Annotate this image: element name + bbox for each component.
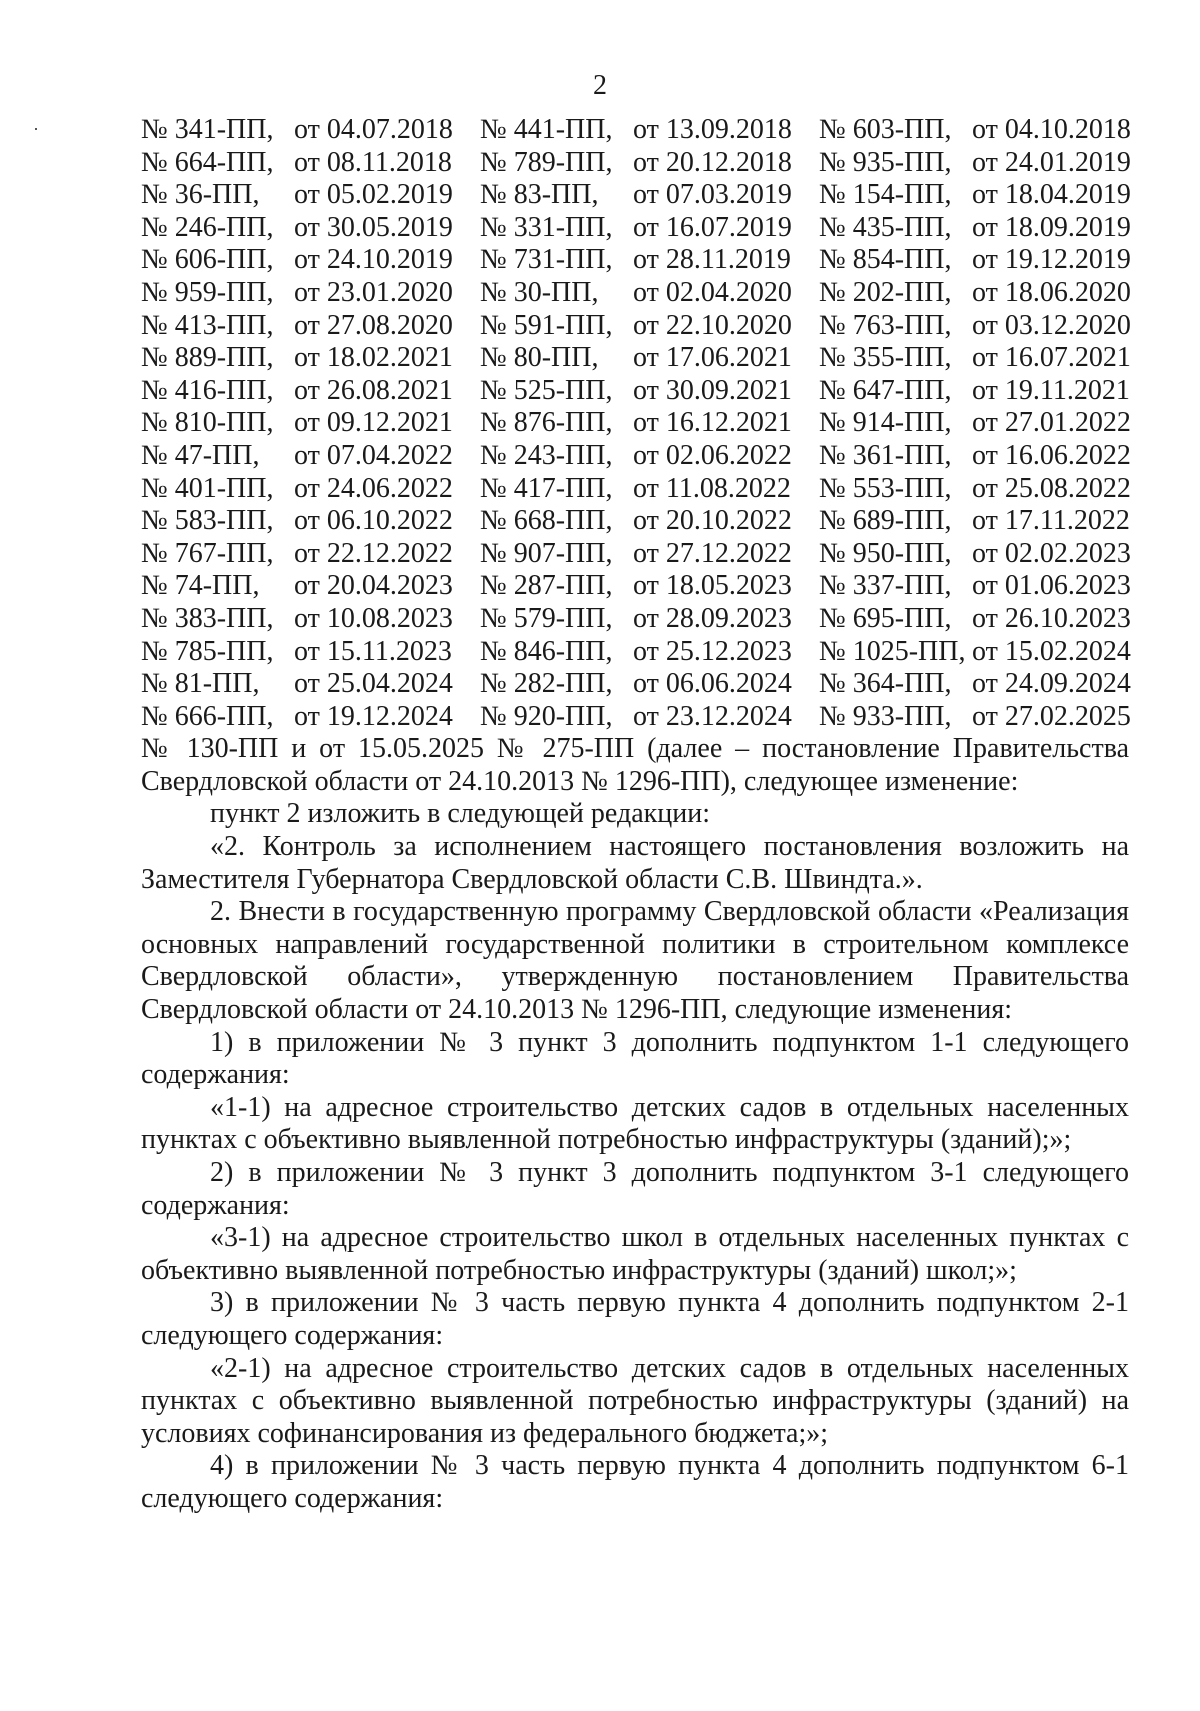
resolution-number: № 810-ПП, [141,407,274,439]
resolution-date: от 03.12.2020 [972,309,1131,341]
resolution-date: от 16.12.2021 [633,407,792,439]
resolution-date: от 19.12.2019 [972,244,1131,276]
resolution-number: № 81-ПП, [141,668,260,700]
resolution-number: № 603-ПП, [819,114,952,145]
resolution-number: № 47-ПП, [141,439,260,471]
resolution-number: № 416-ПП, [141,374,274,406]
resolution-row [141,701,1129,734]
resolution-number: № 606-ПП, [141,244,274,276]
resolution-number: № 767-ПП, [141,537,274,569]
resolution-row [141,668,1129,701]
resolution-date: от 28.11.2019 [633,244,791,276]
resolution-number: № 1025-ПП, [819,635,966,667]
resolution-row [141,342,1129,375]
resolution-date: от 26.08.2021 [294,374,453,406]
resolution-date: от 30.05.2019 [294,211,453,243]
resolution-date: от 07.03.2019 [633,179,792,211]
paragraph: пункт 2 изложить в следующей редакции: [210,798,710,830]
resolution-number: № 243-ПП, [480,439,613,471]
resolution-date: от 24.09.2024 [972,668,1131,700]
resolution-date: от 15.02.2024 [972,635,1131,667]
resolution-date: от 02.02.2023 [972,537,1131,569]
resolution-date: от 19.11.2021 [972,374,1130,406]
resolution-number: № 647-ПП, [819,374,952,406]
resolution-date: от 18.05.2023 [633,570,792,602]
resolution-number: № 337-ПП, [819,570,952,602]
resolution-number: № 355-ПП, [819,342,952,374]
resolution-number: № 282-ПП, [480,668,613,700]
resolution-number: № 854-ПП, [819,244,952,276]
resolution-number: № 933-ПП, [819,700,952,732]
resolution-number: № 664-ПП, [141,146,274,178]
resolution-number: № 920-ПП, [480,700,613,732]
resolution-number: № 287-ПП, [480,570,613,602]
resolution-number: № 331-ПП, [480,211,613,243]
resolution-date: от 22.10.2020 [633,309,792,341]
resolution-date: от 10.08.2023 [294,602,453,634]
paragraph: «1-1) на адресное строительство детских садов в отдельных населенных пунктах с объективно выявленной потребностью инфраструктуры (зданий);»; [141,1091,1129,1156]
resolution-date: от 23.12.2024 [633,700,792,732]
resolution-date: от 04.07.2018 [294,114,453,145]
resolution-date: от 18.04.2019 [972,179,1131,211]
resolution-row [141,212,1129,245]
resolution-date: от 18.09.2019 [972,211,1131,243]
resolution-number: № 583-ПП, [141,505,274,537]
resolution-date: от 15.11.2023 [294,635,452,667]
resolution-number: № 914-ПП, [819,407,952,439]
resolution-date: от 25.08.2022 [972,472,1131,504]
resolution-date: от 27.08.2020 [294,309,453,341]
resolution-date: от 13.09.2018 [633,114,792,145]
resolution-date: от 27.02.2025 [972,700,1131,732]
resolution-date: от 22.12.2022 [294,537,453,569]
resolution-date: от 24.06.2022 [294,472,453,504]
resolution-row [141,473,1129,506]
resolution-date: от 16.06.2022 [972,439,1131,471]
resolution-date: от 18.06.2020 [972,276,1131,308]
resolution-date: от 16.07.2021 [972,342,1131,374]
resolution-date: от 08.11.2018 [294,146,452,178]
scan-speck [35,128,37,130]
resolution-date: от 20.12.2018 [633,146,792,178]
resolution-row [141,147,1129,180]
resolution-number: № 441-ПП, [480,114,613,145]
resolution-number: № 907-ПП, [480,537,613,569]
resolution-date: от 24.10.2019 [294,244,453,276]
resolution-list [141,114,1129,733]
resolution-date: от 02.06.2022 [633,439,792,471]
resolution-number: № 413-ПП, [141,309,274,341]
resolution-number: № 553-ПП, [819,472,952,504]
document-body [141,114,1129,1516]
resolution-row [141,636,1129,669]
resolution-number: № 202-ПП, [819,276,952,308]
resolution-number: № 731-ПП, [480,244,613,276]
resolution-date: от 23.01.2020 [294,276,453,308]
paragraph: 2) в приложении № 3 пункт 3 дополнить подпунктом 3-1 следующего содержания: [141,1157,1129,1221]
paragraph: 2. Внести в государственную программу Свердловской области «Реализация основных направлений государственной политики в строительном комплексе Свердловской области», утвержденную постановлением Правительства Свердловской области от 24.10.2013 № 1296-ПП, следующие изменения: [141,896,1129,1026]
resolution-number: № 246-ПП, [141,211,274,243]
resolution-number: № 846-ПП, [480,635,613,667]
resolution-row [141,538,1129,571]
paragraph: «2. Контроль за исполнением настоящего постановления возложить на Заместителя Губернатора Свердловской области С.В. Швиндта.». [141,831,1129,895]
resolution-number: № 83-ПП, [480,179,599,211]
resolution-row [141,244,1129,277]
paragraphs [141,733,1129,1515]
resolution-row [141,310,1129,343]
resolution-date: от 17.11.2022 [972,505,1130,537]
resolution-number: № 401-ПП, [141,472,274,504]
resolution-date: от 25.04.2024 [294,668,453,700]
resolution-number: № 876-ПП, [480,407,613,439]
resolution-number: № 361-ПП, [819,439,952,471]
paragraph: 3) в приложении № 3 часть первую пункта 4 дополнить подпунктом 2-1 следующего содержания: [141,1287,1129,1351]
resolution-row [141,179,1129,212]
resolution-number: № 74-ПП, [141,570,260,602]
resolution-date: от 06.10.2022 [294,505,453,537]
resolution-date: от 19.12.2024 [294,700,453,732]
resolution-row [141,407,1129,440]
resolution-number: № 763-ПП, [819,309,952,341]
resolution-number: № 435-ПП, [819,211,952,243]
resolution-date: от 04.10.2018 [972,114,1131,145]
resolution-number: № 579-ПП, [480,602,613,634]
resolution-number: № 364-ПП, [819,668,952,700]
resolution-number: № 666-ПП, [141,700,274,732]
resolution-number: № 695-ПП, [819,602,952,634]
resolution-number: № 935-ПП, [819,146,952,178]
resolution-date: от 01.06.2023 [972,570,1131,602]
resolution-number: № 525-ПП, [480,374,613,406]
resolution-number: № 36-ПП, [141,179,260,211]
resolution-date: от 16.07.2019 [633,211,792,243]
paragraph: «3-1) на адресное строительство школ в отдельных населенных пунктах с объективно выявленной потребностью инфраструктуры (зданий) школ;»; [141,1222,1129,1286]
resolution-date: от 06.06.2024 [633,668,792,700]
resolution-row [141,375,1129,408]
resolution-row [141,114,1129,147]
resolution-date: от 30.09.2021 [633,374,792,406]
resolution-row [141,570,1129,603]
resolution-number: № 689-ПП, [819,505,952,537]
resolution-row [141,440,1129,473]
resolution-date: от 11.08.2022 [633,472,791,504]
resolution-date: от 17.06.2021 [633,342,792,374]
resolution-date: от 28.09.2023 [633,602,792,634]
paragraph: 1) в приложении № 3 пункт 3 дополнить подпунктом 1-1 следующего содержания: [141,1026,1129,1091]
resolution-number: № 417-ПП, [480,472,613,504]
resolution-number: № 154-ПП, [819,179,952,211]
resolution-date: от 27.12.2022 [633,537,792,569]
resolution-date: от 02.04.2020 [633,276,792,308]
paragraph: № 130-ПП и от 15.05.2025 № 275-ПП (далее – постановление Правительства Свердловской области от 24.10.2013 № 1296-ПП), следующее изменение: [141,733,1129,797]
paragraph: «2-1) на адресное строительство детских садов в отдельных населенных пунктах с объективно выявленной потребностью инфраструктуры (зданий) на условиях софинансирования из федерального бюджета;»; [141,1352,1129,1449]
resolution-number: № 668-ПП, [480,505,613,537]
resolution-date: от 25.12.2023 [633,635,792,667]
resolution-number: № 341-ПП, [141,114,274,145]
page-number: 2 [593,70,607,101]
resolution-number: № 950-ПП, [819,537,952,569]
resolution-date: от 07.04.2022 [294,439,453,471]
resolution-row [141,603,1129,636]
resolution-date: от 26.10.2023 [972,602,1131,634]
paragraph: 4) в приложении № 3 часть первую пункта 4 дополнить подпунктом 6-1 следующего содержания: [141,1450,1129,1514]
resolution-date: от 18.02.2021 [294,342,453,374]
resolution-row [141,505,1129,538]
resolution-date: от 05.02.2019 [294,179,453,211]
resolution-row [141,277,1129,310]
resolution-number: № 80-ПП, [480,342,599,374]
resolution-date: от 27.01.2022 [972,407,1131,439]
resolution-number: № 591-ПП, [480,309,613,341]
resolution-date: от 20.10.2022 [633,505,792,537]
resolution-date: от 09.12.2021 [294,407,453,439]
resolution-number: № 383-ПП, [141,602,274,634]
resolution-number: № 889-ПП, [141,342,274,374]
resolution-date: от 24.01.2019 [972,146,1131,178]
resolution-number: № 959-ПП, [141,276,274,308]
resolution-date: от 20.04.2023 [294,570,453,602]
resolution-number: № 789-ПП, [480,146,613,178]
resolution-number: № 785-ПП, [141,635,274,667]
resolution-number: № 30-ПП, [480,276,599,308]
